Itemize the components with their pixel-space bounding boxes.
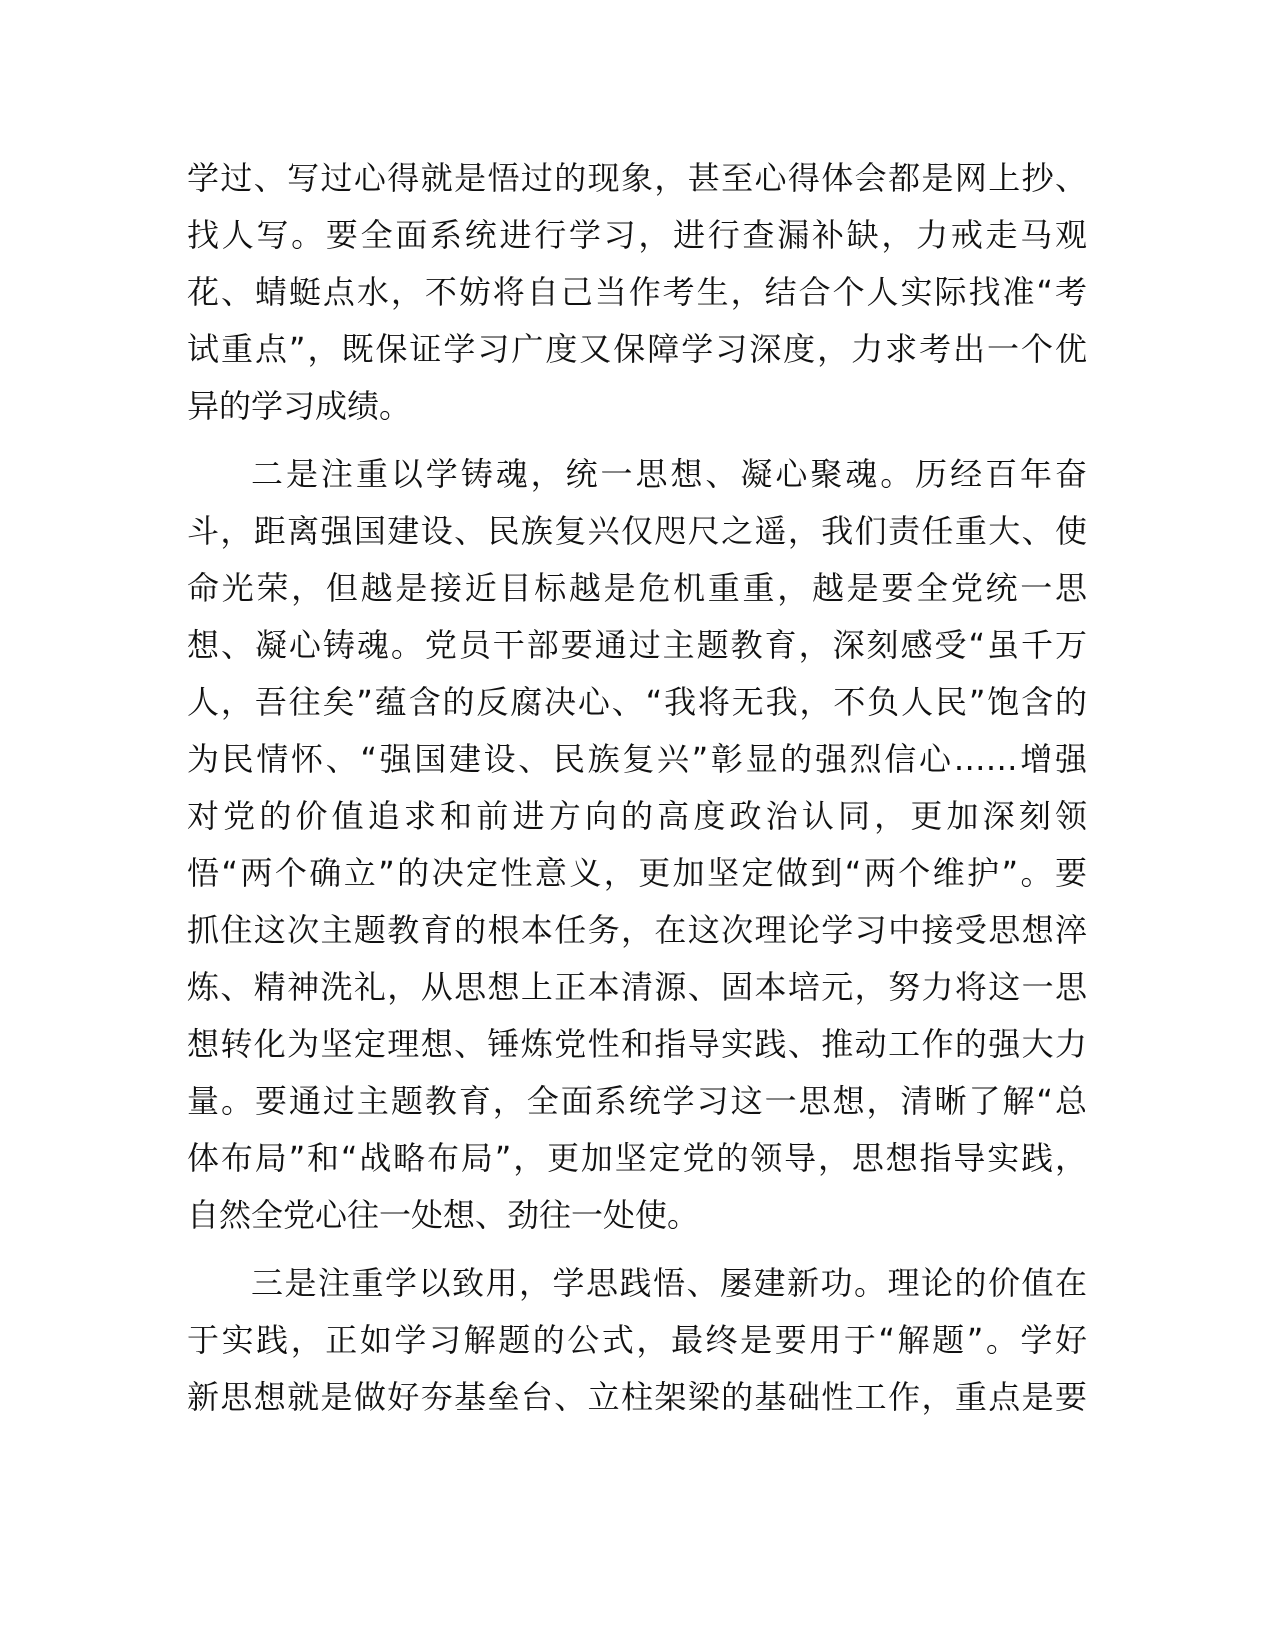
text-line: 对党的价值追求和前进方向的高度政治认同，更加深刻领 (187, 797, 1087, 835)
text-line: 抓住这次主题教育的根本任务，在这次理论学习中接受思想淬 (187, 911, 1087, 949)
paragraph-1 (187, 150, 1087, 435)
text-line: 想、凝心铸魂。党员干部要通过主题教育，深刻感受“虽千万 (187, 626, 1087, 664)
text-line: 人，吾往矣”蕴含的反腐决心、“我将无我，不负人民”饱含的 (187, 683, 1087, 721)
text-line: 学过、写过心得就是悟过的现象，甚至心得体会都是网上抄、 (187, 159, 1087, 197)
text-line: 斗，距离强国建设、民族复兴仅咫尺之遥，我们责任重大、使 (187, 512, 1087, 550)
text-line: 二是注重以学铸魂，统一思想、凝心聚魂。历经百年奋 (251, 455, 1087, 493)
text-line: 三是注重学以致用，学思践悟、屡建新功。理论的价值在 (251, 1264, 1087, 1302)
text-line: 异的学习成绩。 (187, 387, 412, 425)
text-line: 命光荣，但越是接近目标越是危机重重，越是要全党统一思 (187, 569, 1087, 607)
text-line: 想转化为坚定理想、锤炼党性和指导实践、推动工作的强大力 (187, 1025, 1087, 1063)
text-line: 炼、精神洗礼，从思想上正本清源、固本培元，努力将这一思 (187, 968, 1087, 1006)
document-body (187, 150, 1087, 1426)
text-line: 新思想就是做好夯基垒台、立柱架梁的基础性工作，重点是要 (187, 1378, 1087, 1416)
paragraph-2 (187, 446, 1087, 1244)
paragraph-3 (187, 1255, 1087, 1426)
text-line: 花、蜻蜓点水，不妨将自己当作考生，结合个人实际找准“考 (187, 273, 1087, 311)
text-line: 于实践，正如学习解题的公式，最终是要用于“解题”。学好 (187, 1321, 1087, 1359)
text-line: 找人写。要全面系统进行学习，进行查漏补缺，力戒走马观 (187, 216, 1087, 254)
text-line: 体布局”和“战略布局”，更加坚定党的领导，思想指导实践， (187, 1139, 1087, 1177)
text-line: 为民情怀、“强国建设、民族复兴”彰显的强烈信心……增强 (187, 740, 1087, 778)
text-line: 试重点”，既保证学习广度又保障学习深度，力求考出一个优 (187, 330, 1087, 368)
text-line: 量。要通过主题教育，全面系统学习这一思想，清晰了解“总 (187, 1082, 1087, 1120)
text-line: 悟“两个确立”的决定性意义，更加坚定做到“两个维护”。要 (187, 854, 1087, 892)
text-line: 自然全党心往一处想、劲往一处使。 (187, 1196, 700, 1234)
